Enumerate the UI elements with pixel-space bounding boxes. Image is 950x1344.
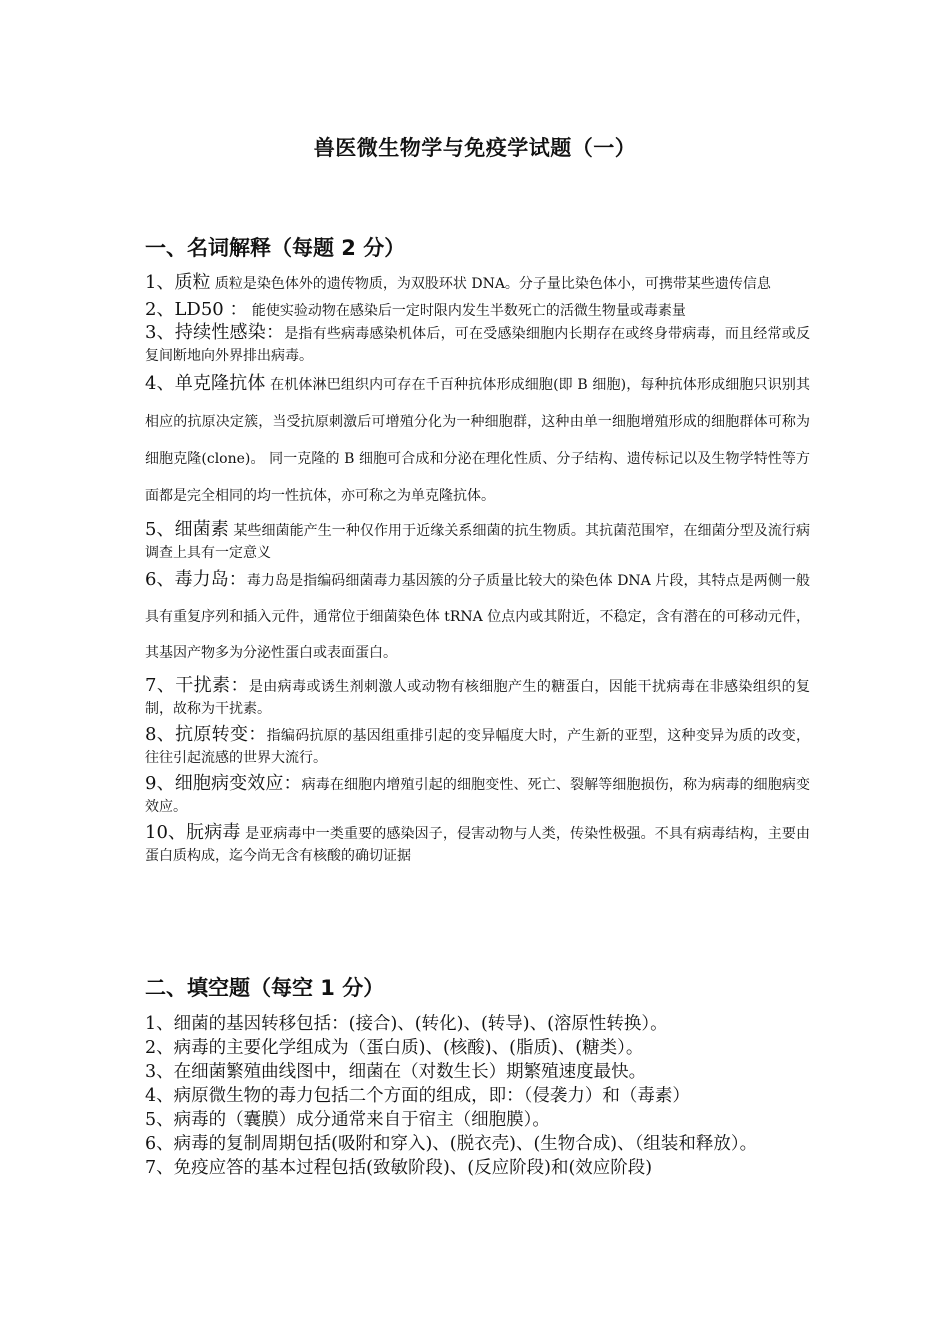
definition-text: 是亚病毒中一类重要的感染因子，侵害动物与人类，传染性极强。不具有病毒结构，主要由蛋白质构成，迄今尚无含有核酸的确切证据 — [145, 826, 810, 864]
fill-in-item: 6、病毒的复制周期包括(吸附和穿入)、(脱衣壳)、(生物合成)、（组装和释放）。 — [145, 1134, 758, 1154]
definition-item — [145, 519, 810, 564]
definition-item — [145, 822, 810, 867]
definition-term: 8、抗原转变： — [145, 724, 267, 745]
definition-item — [145, 365, 810, 515]
definition-text: 毒力岛是指编码细菌毒力基因簇的分子质量比较大的染色体 DNA 片段，其特点是两侧一般具有重复序列和插入元件，通常位于细菌染色体 tRNA 位点内或其附近，不稳定，含有潜在的可移动元件，其基因产物多为分泌性蛋白或表面蛋白。 — [145, 573, 811, 661]
page-title: 兽医微生物学与免疫学试题（一） — [313, 136, 637, 160]
definition-text: 质粒是染色体外的遗传物质，为双股环状 DNA。分子量比染色体小，可携带某些遗传信息 — [210, 276, 771, 292]
definition-term: 4、单克隆抗体 — [145, 373, 266, 394]
fill-in-item: 5、病毒的（囊膜）成分通常来自于宿主（细胞膜）。 — [145, 1110, 550, 1130]
definition-item — [145, 562, 810, 671]
definition-term: 1、质粒 — [145, 272, 211, 293]
fill-in-item: 4、病原微生物的毒力包括二个方面的组成，即：（侵袭力）和（毒素） — [145, 1086, 690, 1106]
fill-in-item: 2、病毒的主要化学组成为（蛋白质)、(核酸)、(脂质)、(糖类）。 — [145, 1038, 644, 1058]
definition-term: 2、LD50 ： — [145, 299, 248, 320]
definition-term: 6、毒力岛： — [145, 569, 247, 590]
definitions-list — [145, 272, 810, 867]
definition-item — [145, 299, 810, 322]
definition-term: 9、细胞病变效应： — [145, 773, 302, 794]
definition-text: 是由病毒或诱生剂刺激人或动物有核细胞产生的糖蛋白，因能干扰病毒在非感染组织的复制，故称为干扰素。 — [145, 679, 811, 717]
definition-term: 10、朊病毒 — [145, 822, 241, 843]
definition-text: 病毒在细胞内增殖引起的细胞变性、死亡、裂解等细胞损伤，称为病毒的细胞病变效应。 — [145, 777, 811, 815]
definition-term: 3、持续性感染： — [145, 322, 285, 343]
definition-item — [145, 322, 810, 367]
definition-item — [145, 675, 810, 720]
definition-text: 某些细菌能产生一种仅作用于近缘关系细菌的抗生物质。其抗菌范围窄，在细菌分型及流行病调查上具有一定意义 — [145, 523, 811, 561]
definition-text: 是指有些病毒感染机体后，可在受感染细胞内长期存在或终身带病毒，而且经常或反复间断地向外界排出病毒。 — [145, 326, 810, 364]
definition-text: 能使实验动物在感染后一定时限内发生半数死亡的活微生物量或毒素量 — [247, 303, 686, 319]
definition-text: 指编码抗原的基因组重排引起的变异幅度大时，产生新的亚型，这种变异为质的改变，往往引起流感的世界大流行。 — [145, 728, 810, 766]
fill-in-item: 3、在细菌繁殖曲线图中，细菌在（对数生长）期繁殖速度最快。 — [145, 1062, 647, 1082]
definition-text: 在机体淋巴组织内可存在千百种抗体形成细胞(即 B 细胞)，每种抗体形成细胞只识别其相应的抗原决定簇，当受抗原刺激后可增殖分化为一种细胞群，这种由单一细胞增殖形成的细胞群体可称为细胞克隆(clone)。 同一克隆的 B 细胞可合成和分泌在理化性质、分子结构、遗传标记以及生物学特性等方面都是完全相同的均一性抗体，亦可称之为单克隆抗体。 — [145, 377, 811, 504]
section-heading-definitions: 一、名词解释（每题 2 分） — [145, 236, 406, 260]
definition-term: 7、干扰素： — [145, 675, 249, 696]
definition-term: 5、细菌素 — [145, 519, 229, 540]
definition-item — [145, 724, 810, 769]
definition-item — [145, 773, 810, 818]
fill-in-item: 7、免疫应答的基本过程包括(致敏阶段)、(反应阶段)和(效应阶段) — [145, 1158, 653, 1178]
fill-in-item: 1、细菌的基因转移包括：(接合)、(转化)、(转导)、(溶原性转换）。 — [145, 1014, 668, 1034]
fill-in-list — [145, 1012, 810, 1180]
section-heading-fill-in: 二、填空题（每空 1 分） — [145, 976, 385, 1000]
definition-item — [145, 272, 810, 295]
